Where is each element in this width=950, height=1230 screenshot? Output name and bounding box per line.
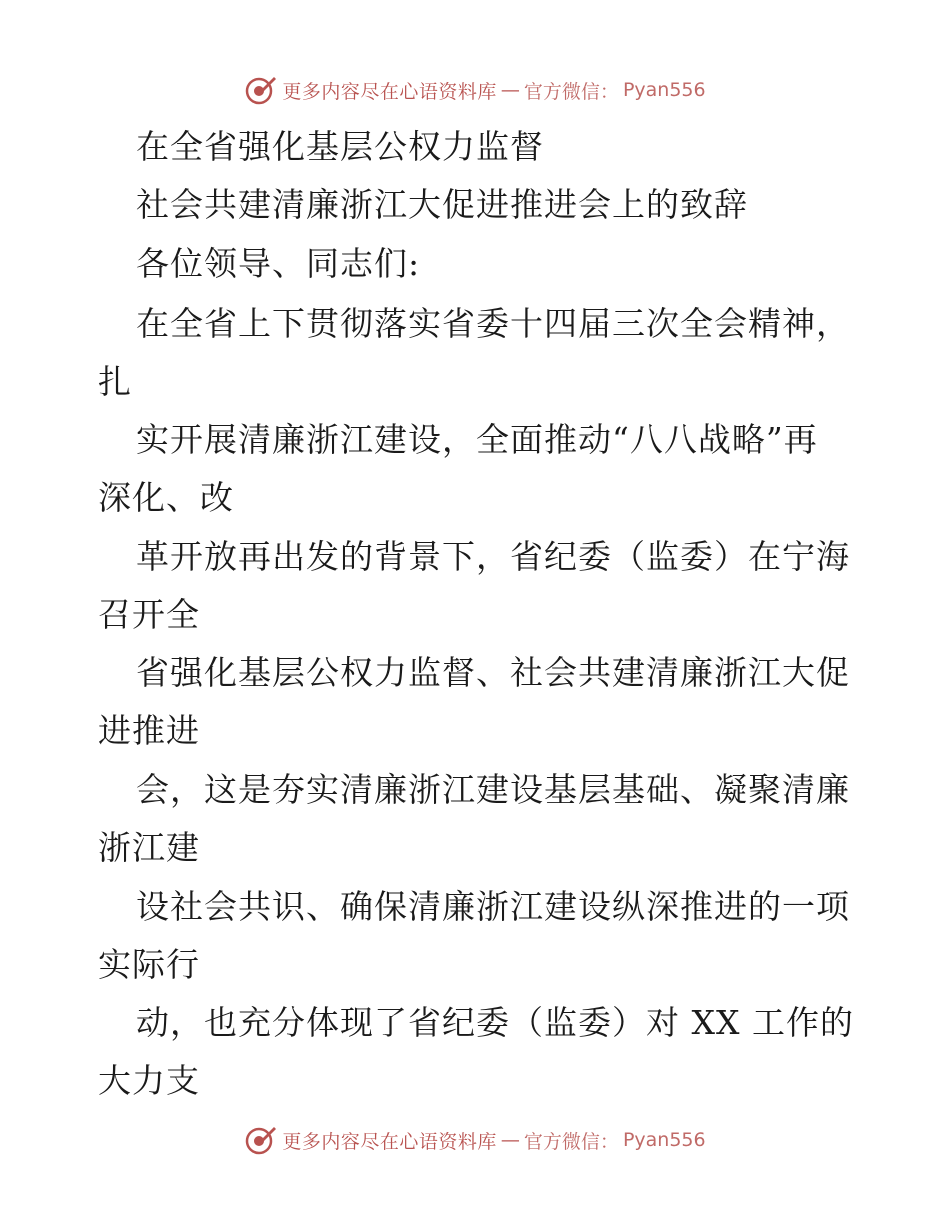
- watermark-wechat-id: Pyan556: [622, 79, 706, 101]
- body-line: 设社会共识、确保清廉浙江建设纵深推进的一项: [136, 887, 850, 926]
- footer-watermark: [0, 1120, 950, 1160]
- body-line: 召开全: [98, 595, 200, 634]
- body-line: 实际行: [98, 945, 200, 984]
- body-line: 实开展清廉浙江建设，全面推动“八八战略”再: [136, 420, 818, 459]
- pen-logo-icon: [244, 73, 278, 107]
- body-line: 深化、改: [98, 478, 234, 517]
- body-line: 动，也充分体现了省纪委（监委）对 XX 工作的: [136, 1003, 854, 1042]
- document-title-line-1: 在全省强化基层公权力监督: [136, 127, 544, 166]
- salutation: 各位领导、同志们:: [136, 244, 421, 283]
- document-title-line-2: 社会共建清廉浙江大促进推进会上的致辞: [136, 185, 748, 224]
- watermark-wechat-label: 官方微信：: [523, 80, 619, 103]
- watermark-site-text: 更多内容尽在心语资料库: [282, 80, 497, 103]
- body-line: 在全省上下贯彻落实省委十四届三次全会精神，: [136, 304, 850, 343]
- watermark-wechat-id: Pyan556: [622, 1129, 706, 1151]
- watermark-dash: —: [500, 79, 520, 101]
- body-line: 扎: [98, 362, 132, 401]
- pen-logo-icon: [244, 1123, 278, 1157]
- body-line: 进推进: [98, 711, 200, 750]
- body-line: 省强化基层公权力监督、社会共建清廉浙江大促: [136, 653, 850, 692]
- header-watermark: [0, 70, 950, 110]
- watermark-wechat-label: 官方微信：: [523, 1130, 619, 1153]
- body-line: 会，这是夯实清廉浙江建设基层基础、凝聚清廉: [136, 770, 850, 809]
- watermark-site-text: 更多内容尽在心语资料库: [282, 1130, 497, 1153]
- body-line: 革开放再出发的背景下，省纪委（监委）在宁海: [136, 537, 850, 576]
- body-line: 大力支: [98, 1061, 200, 1100]
- watermark-dash: —: [500, 1129, 520, 1151]
- body-line: 浙江建: [98, 828, 200, 867]
